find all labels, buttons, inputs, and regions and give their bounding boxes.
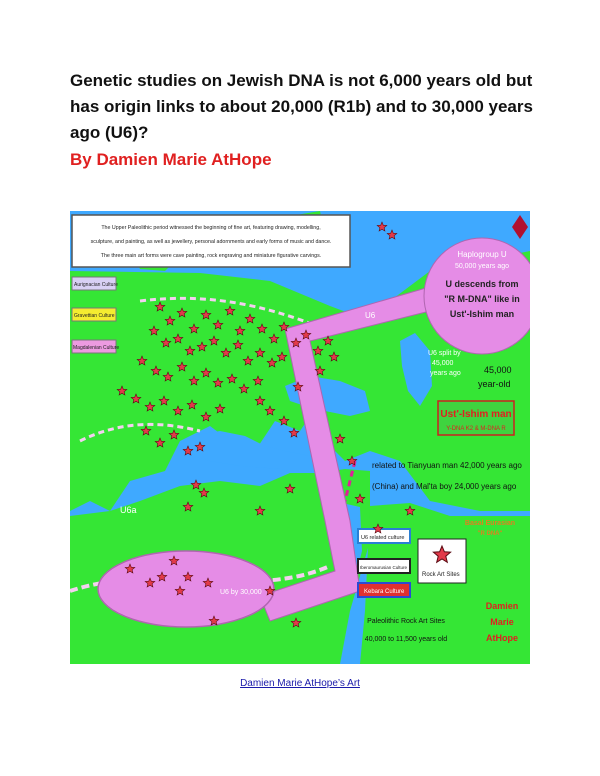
intro-line-2: sculpture, and painting, as well as jewellery, personal adornments and early forms of music and dance. (90, 239, 332, 245)
year-old-1: 45,000 (484, 365, 512, 375)
intro-line-1: The Upper Paleolithic period witnessed the beginning of fine art, featuring drawing, modelling, (101, 225, 321, 231)
split-line-1: U6 split by (428, 350, 461, 357)
ust-ishim-title: Ust'-Ishim man (440, 409, 512, 420)
u6-culture-label: U6 related culture (361, 535, 405, 541)
split-line-2: 45,000 (432, 360, 454, 367)
split-line-3: years ago (430, 370, 461, 377)
author-mark-3: AtHope (486, 633, 518, 643)
rock-art-label: Rock Art Sites (422, 572, 460, 578)
author-mark-1: Damien (485, 601, 519, 611)
paleolithic-line-2: 40,000 to 11,500 years old (364, 636, 448, 643)
u6a-label: U6a (120, 505, 137, 515)
paleolithic-line-1: Paleolithic Rock Art Sites (367, 618, 445, 625)
descends-line-3: Ust'-Ishim man (449, 309, 515, 319)
route-label-u6: U6 (365, 311, 376, 320)
iberomaurusian-label: Iberomaurusian Culture (360, 565, 408, 570)
haplogroup-age: 50,000 years ago (454, 263, 510, 270)
intro-line-3: The three main art forms were cave painting, rock engraving and miniature figurative carvings. (100, 253, 322, 259)
author-byline: By Damien Marie AtHope (70, 150, 272, 169)
document-title: Genetic studies on Jewish DNA is not 6,000 years old but has origin links to about 20,000 (R1b) and to 30,000 years ago (U6)? (70, 71, 533, 142)
year-old-2: year-old (478, 379, 511, 389)
haplogroup-title: Haplogroup U (457, 250, 507, 259)
image-caption-link[interactable]: Damien Marie AtHope’s Art (240, 678, 360, 689)
gravettian-label: Gravettian Culture (74, 313, 115, 319)
author-mark-2: Marie (490, 617, 514, 627)
related-line-2: (China) and Mal'ta boy 24,000 years ago (372, 482, 517, 491)
u6-ellipse-label: U6 by 30,000 (220, 589, 262, 596)
magdalenian-label: Magdalenian Culture (73, 345, 120, 351)
descends-line-1: U descends from (445, 279, 519, 289)
aurignacian-label: Aurignacian Culture (74, 282, 118, 288)
ust-ishim-dna: Y-DNA K2 & M-DNA R (446, 426, 506, 432)
basal-rdna: "R DNA" (477, 531, 503, 537)
related-line-1: related to Tianyuan man 42,000 years ago (372, 461, 522, 470)
migration-map (70, 211, 530, 664)
descends-line-2: "R M-DNA" like in (444, 294, 520, 304)
kebara-label: Kebara Culture (364, 589, 405, 595)
basal-eurasian: Basal Eurasian (464, 520, 516, 527)
